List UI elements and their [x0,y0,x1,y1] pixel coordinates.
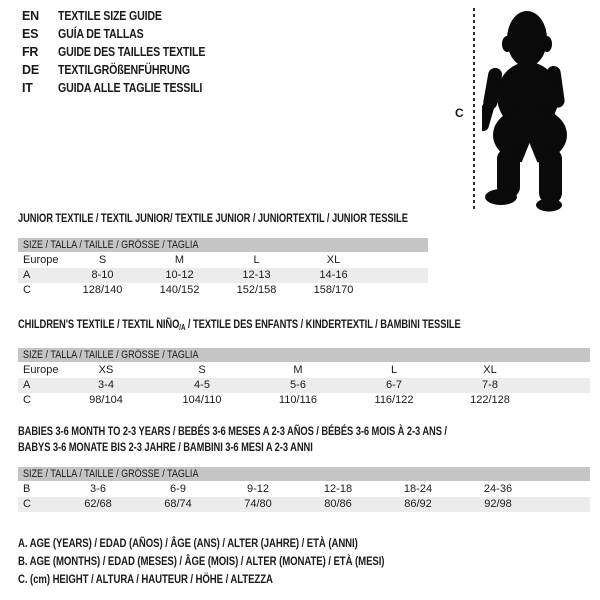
size-cell: 10-12 [165,269,194,281]
size-cell: 12-13 [242,269,271,281]
spacer-cell [538,378,590,393]
table-title-line [18,439,464,455]
size-cell: 116/122 [374,394,414,406]
size-cell: M [174,254,185,266]
table-row [18,268,428,283]
size-cell: 62/68 [84,498,112,510]
size-cell: 24-36 [483,483,513,495]
spacer-cell [538,482,590,497]
title-text: CHILDREN'S TEXTILE / TEXTIL NIÑO [18,317,180,331]
language-row [22,25,231,43]
title-text: BABYS 3-6 MONATE BIS 2-3 JAHRE / BAMBINI 3-6 MESI A 2-3 ANNI [18,440,313,454]
size-table [18,348,590,408]
spacer-cell [372,268,428,283]
size-table [18,238,428,298]
table-row [18,378,590,393]
junior-textile-table [18,210,428,298]
babies-textile-table [18,423,590,512]
size-cell: S [198,364,206,376]
title-text: BABIES 3-6 MONTH TO 2-3 YEARS / BEBÉS 3-6 MESES A 2-3 AÑOS / BÉBÉS 3-6 MOIS À 2-3 ANS / [18,424,447,438]
legend [18,534,476,588]
size-header-text: SIZE / TALLA / TAILLE / GRÖSSE / TAGLIA [23,239,199,251]
language-row [22,7,231,25]
row-label: Europe [23,364,59,376]
size-cell: 74/80 [244,498,272,510]
spacer-cell [538,363,590,378]
size-cell: 9-12 [246,483,270,495]
height-dotted-line [473,8,475,210]
spacer-cell [372,253,428,268]
row-label: B [23,483,31,495]
language-code: ES [22,27,39,41]
table-row [18,497,590,512]
language-code: EN [22,9,39,23]
size-cell: 86/92 [404,498,432,510]
spacer-cell [372,283,428,298]
height-measure-label: C [455,106,464,120]
size-cell: L [253,254,260,266]
table-title [18,423,464,455]
size-header-bar [18,238,428,252]
size-cell: 110/116 [278,394,318,406]
size-cell: 5-6 [290,379,306,391]
language-code: IT [22,81,33,95]
language-code: FR [22,45,39,59]
size-cell: 3-4 [98,379,114,391]
table-title-line [18,210,408,226]
size-cell: 3-6 [90,483,106,495]
language-row [22,61,231,79]
title-text: / TEXTILE DES ENFANTS / KINDERTEXTIL / BAMBINI TESSILE [185,317,461,331]
language-row [22,79,231,97]
row-label: A [23,269,31,281]
row-label: Europe [23,254,59,266]
legend-item: B. AGE (MONTHS) / EDAD (MESES) / ÂGE (MOIS) / ALTER (MONATE) / ETÀ (MESI) [18,554,385,568]
size-cell: 140/152 [159,284,200,296]
title-text: JUNIOR TEXTILE / TEXTIL JUNIOR/ TEXTILE JUNIOR / JUNIORTEXTIL / JUNIOR TESSILE [18,211,408,225]
table-title [18,210,408,226]
toddler-silhouette-icon [482,8,594,212]
legend-item: C. (cm) HEIGHT / ALTURA / HAUTEUR / HÖHE / ALTEZZA [18,572,273,586]
figure-block [450,6,600,216]
legend-item: A. AGE (YEARS) / EDAD (AÑOS) / ÂGE (ANS) / ALTER (JAHRE) / ETÀ (ANNI) [18,536,358,550]
size-cell: 6-9 [170,483,186,495]
table-title [18,316,464,336]
size-cell: 6-7 [386,379,402,391]
size-cell: 122/128 [470,394,510,406]
language-guide-title: GUIDA ALLE TAGLIE TESSILI [58,81,203,95]
size-cell: 104/110 [182,394,222,406]
size-cell: XL [326,254,341,266]
size-header-text: SIZE / TALLA / TAILLE / GRÖSSE / TAGLIA [23,349,199,361]
row-label: C [23,394,31,406]
size-cell: 4-5 [194,379,210,391]
size-cell: 80/86 [324,498,352,510]
language-guide-title: GUÍA DE TALLAS [58,27,144,41]
size-cell: XL [483,364,497,376]
row-label: C [23,284,31,296]
size-table [18,467,590,512]
size-cell: 152/158 [236,284,277,296]
size-cell: 18-24 [403,483,433,495]
language-guide-title: GUIDE DES TAILLES TEXTILE [58,45,206,59]
size-cell: 12-18 [323,483,353,495]
table-title-line [18,423,464,439]
size-cell: XS [98,364,114,376]
table-row [18,253,428,268]
size-cell: M [293,364,303,376]
language-guide-title: TEXTILE SIZE GUIDE [58,9,162,23]
size-cell: 68/74 [164,498,192,510]
table-row [18,393,590,408]
size-cell: L [390,364,398,376]
size-header-text: SIZE / TALLA / TAILLE / GRÖSSE / TAGLIA [23,468,199,480]
language-list [22,7,231,97]
size-header-bar [18,467,590,481]
size-cell: 7-8 [482,379,498,391]
spacer-cell [538,393,590,408]
size-header-bar [18,348,590,362]
size-cell: 14-16 [319,269,348,281]
children-textile-table [18,316,590,408]
size-cell: 98/104 [89,394,123,406]
table-row [18,363,590,378]
table-title-line [18,316,464,336]
size-cell: S [98,254,107,266]
table-row [18,482,590,497]
row-label: C [23,498,31,510]
row-label: A [23,379,31,391]
title-subscript: /A [179,323,186,332]
language-guide-title: TEXTILGRÖßENFÜHRUNG [58,63,190,77]
size-cell: 128/140 [82,284,123,296]
size-cell: 92/98 [484,498,512,510]
size-cell: 158/170 [313,284,354,296]
size-cell: 8-10 [91,269,114,281]
spacer-cell [538,497,590,512]
table-row [18,283,428,298]
language-row [22,43,231,61]
language-code: DE [22,63,39,77]
